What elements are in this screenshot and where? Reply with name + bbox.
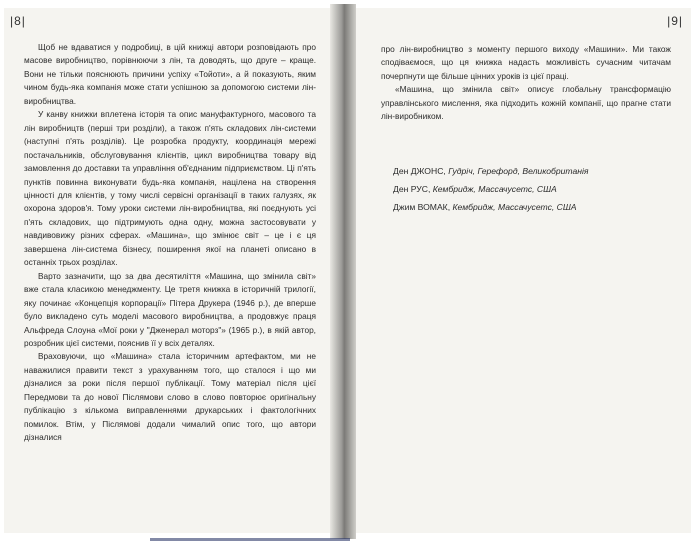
signature-line — [393, 162, 673, 180]
author-name: Джим ВОМАК, — [393, 202, 451, 212]
left-page-number: |8| — [10, 14, 26, 28]
author-location: Кембридж, Массачусетс, США — [452, 202, 577, 212]
paragraph: Варто зазначити, що за два десятиліття «Машина, що змінила світ» вже стала класикою менеджменту. Це третя книжка в історичній трилогії, яку починає «Концепція корпорації» Пітера Друкера (1946 р.), де вперше було викладено суть моделі масового виробництва, а продовжує праця Альфреда Слоуна «Мої роки у "Дженерал моторз"» (1965 р.), в якій автор, розробник цієї системи, пояснив її у всіх деталях. — [24, 270, 316, 348]
left-page — [4, 8, 339, 533]
paragraph: Враховуючи, що «Машина» стала історичним артефактом, ми не наважилися правити текст з урахуванням того, що сталося і що ми дізналися за роки після першої публікації. Тому матеріал після цієї Передмови та до нової Післямови слово в слово повторює оригінальну публікацію з кількома виправленнями друкарських і фактологічних помилок. Втім, у Післямові додали чималий опис того, що автори дізналися — [24, 351, 316, 443]
paragraph: «Машина, що змінила світ» описує глобальну трансформацію управлінського мислення, яка підходить кожній компанії, що прагне стати лін-виробником. — [381, 84, 671, 122]
right-page — [345, 8, 691, 533]
paragraph: про лін-виробництво з моменту першого виходу «Машини». Ми також сподіваємося, що ця книжка надасть можливість сучасним читачам почерпнути ще більше цінних уроків із цієї праці. — [381, 44, 671, 81]
author-location: Кембридж, Массачусетс, США — [432, 184, 557, 194]
signature-line — [393, 198, 673, 216]
author-name: Ден РУС, — [393, 184, 431, 194]
signature-line — [393, 180, 673, 198]
right-page-number: |9| — [667, 14, 683, 28]
cover-edge — [150, 538, 350, 541]
author-name: Ден ДЖОНС, — [393, 166, 446, 176]
paragraph: У канву книжки вплетена історія та опис мануфактурного, масового та лін виробництв (перші три розділи), а також п'ять складових лін-системи (наступні п'ять розділів). Це розробка продукту, координація мережі постачальників, обслуговування клієнтів, цикл виробництва товару від замовлення до доставки та управління об'єднаним підприємством. Ці п'ять пунктів повинна виконувати будь-яка компанія, націлена на створення цінності для клієнтів, у тому числі сервісні організації в таких галузях, як охорона здоров'я. Тому уроки системи лін-виробництва, які поєднують усі п'ять складових, що підтримують одна одну, можна застосовувати у навдивовижу різних сферах. «Машина», що змінює світ – це і є ця завершена лін-система бізнесу, поширення якої на планеті описано в останніх трьох розділах. — [24, 109, 316, 268]
paragraph: Щоб не вдаватися у подробиці, в цій книжці автори розповідають про масове виробництво, порівнюючи з лін, та доводять, що друге – краще. Вони не тільки пояснюють причини успіху «Тойоти», а й показують, яким чином будь-яка компанія може стати успішною за допомогою системи лін-виробництва. — [24, 42, 316, 106]
author-signatures — [393, 162, 673, 216]
book-gutter — [330, 4, 356, 539]
author-location: Гудріч, Герефорд, Великобританія — [448, 166, 589, 176]
left-page-text — [24, 41, 316, 445]
right-page-text — [381, 43, 671, 124]
